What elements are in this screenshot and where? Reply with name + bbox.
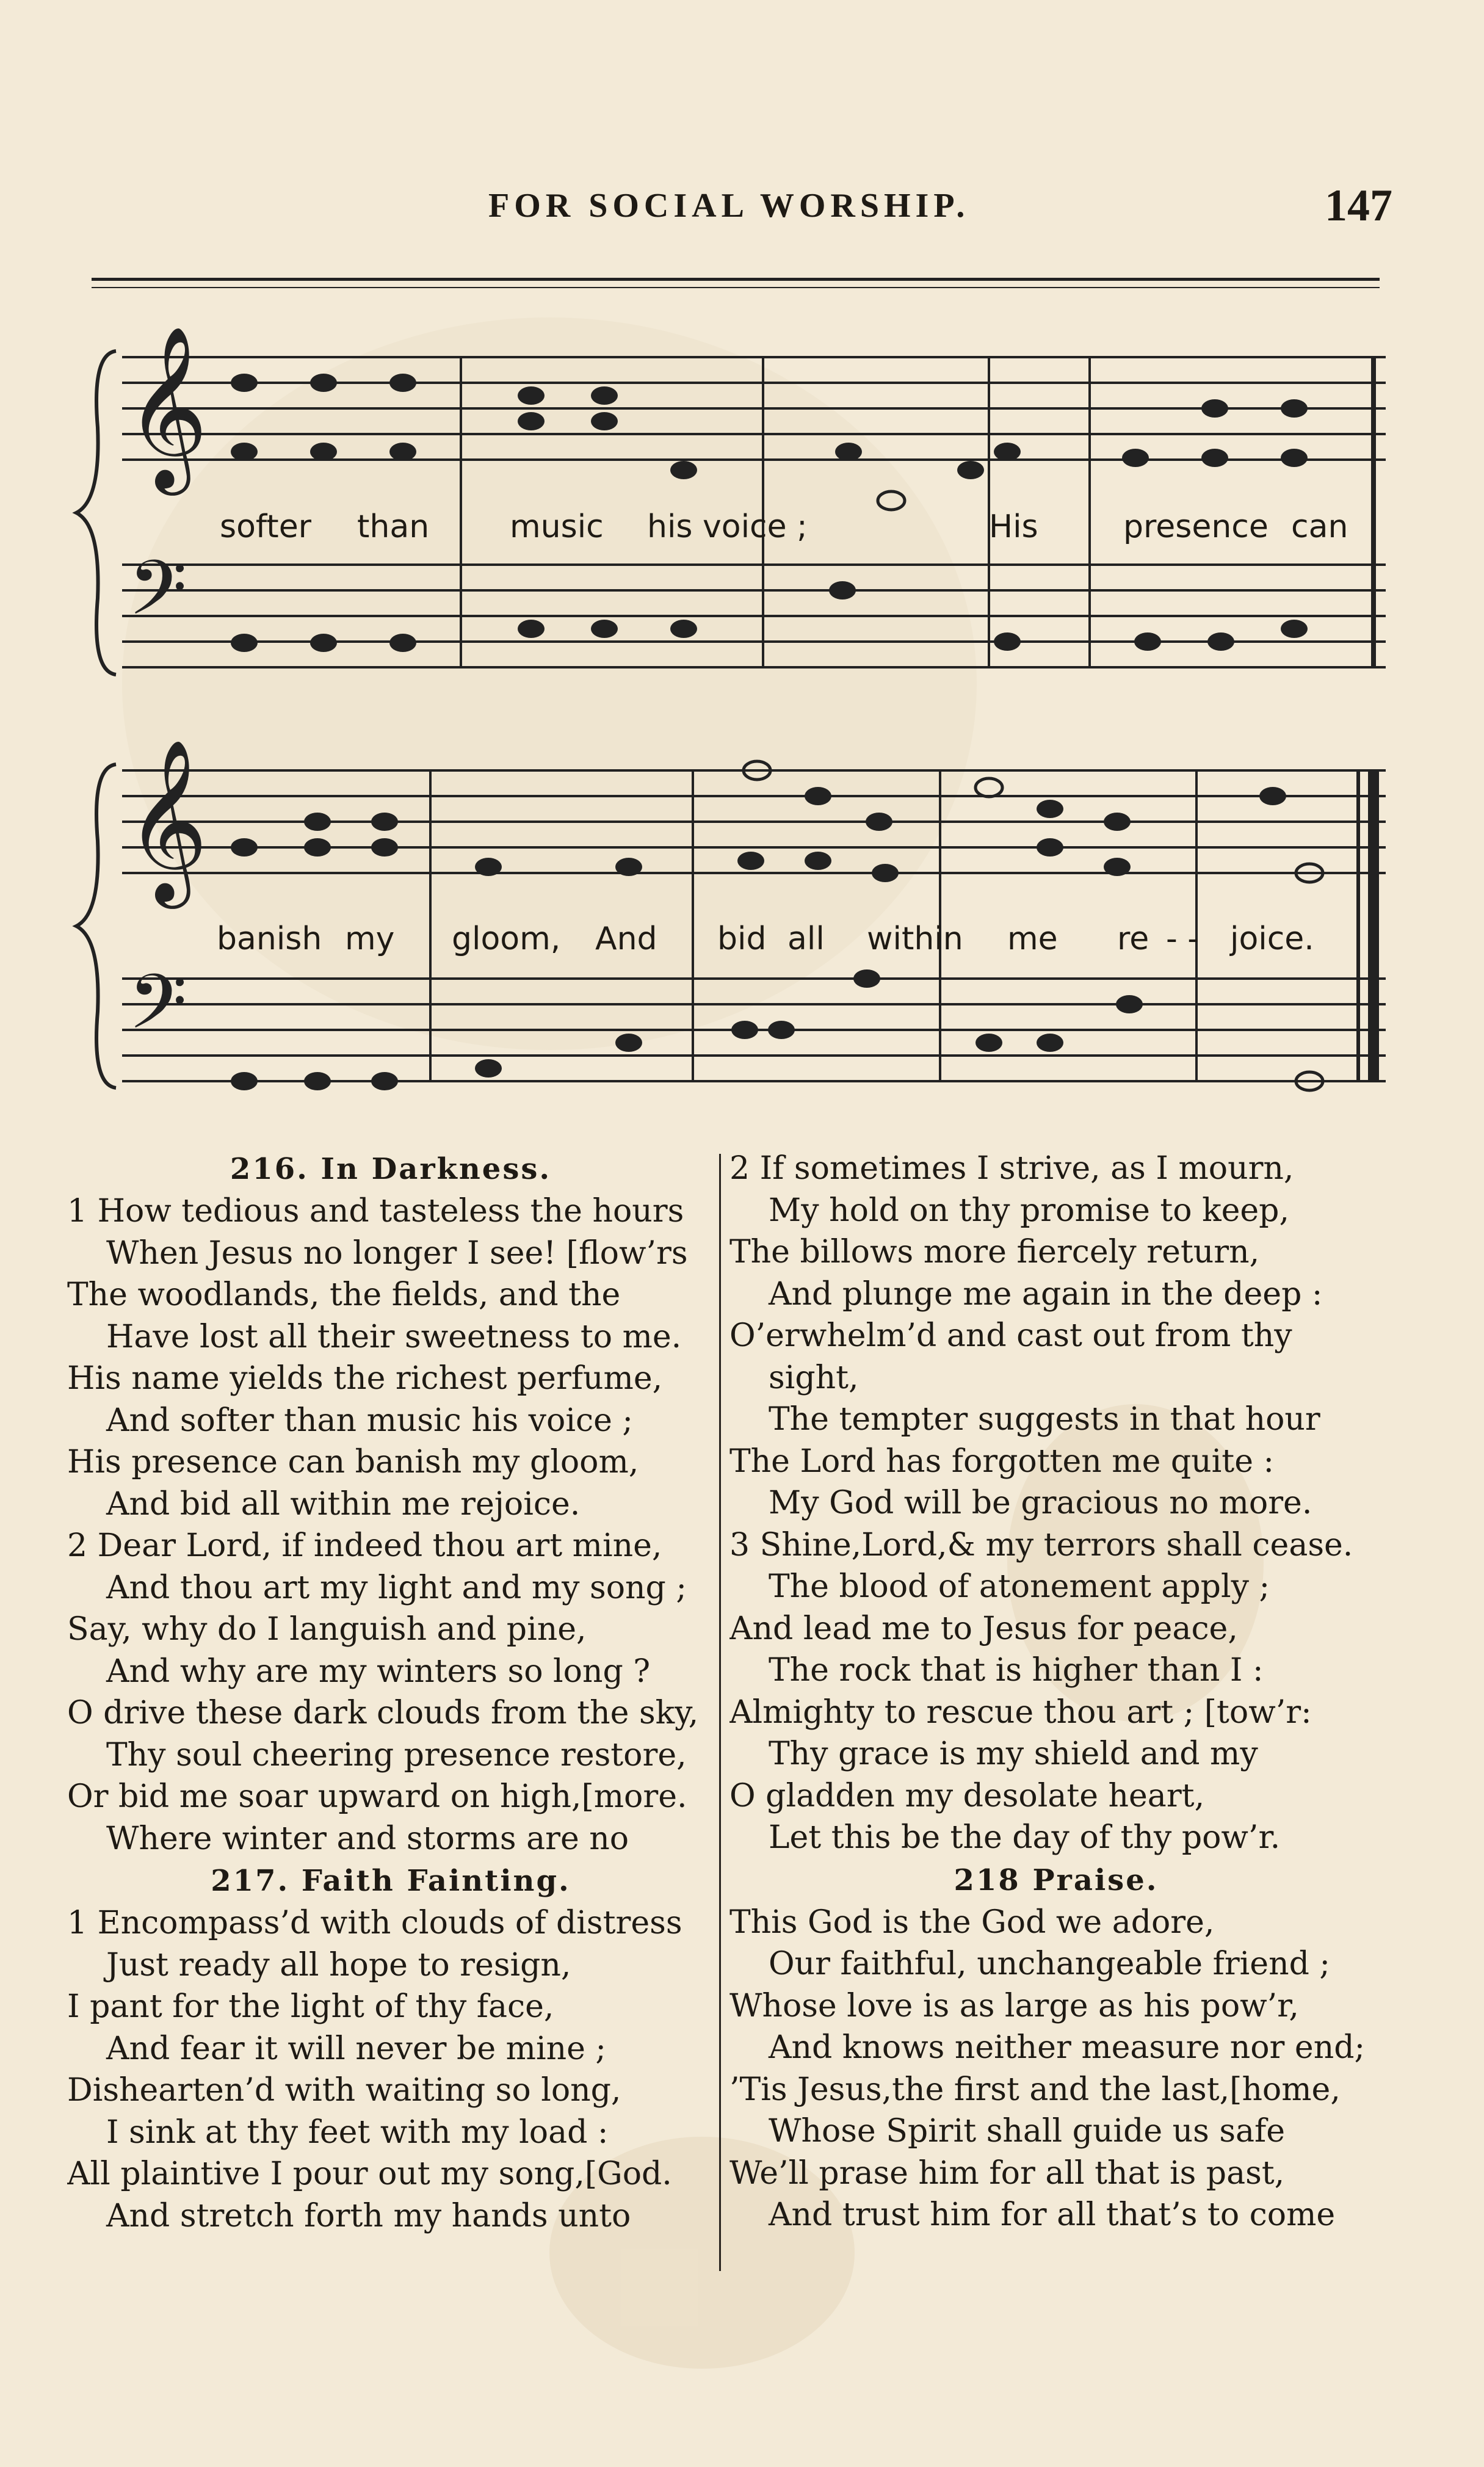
lyric: re (1117, 921, 1149, 957)
verse-line: I pant for the light of thy face, (67, 1988, 554, 2025)
hymn-title: 217. Faith Fainting. (211, 1864, 571, 1898)
lyric: His (989, 509, 1038, 545)
verse-line: The Lord has forgotten me quite : (729, 1443, 1275, 1480)
running-title: FOR SOCIAL WORSHIP. (488, 187, 970, 225)
svg-text:𝄞: 𝄞 (125, 325, 208, 488)
lyric: all (787, 921, 825, 957)
verse-line: And thou art my light and my song ; (106, 1569, 687, 1606)
verse-line: Let this be the day of thy pow’r. (769, 1819, 1281, 1856)
verse-line: The billows more fiercely return, (729, 1234, 1260, 1270)
lyric: - - (1166, 921, 1200, 957)
lyric: his voice ; (647, 509, 808, 545)
verse-line: All plaintive I pour out my song,[God. (67, 2156, 672, 2192)
page-number: 147 (1325, 181, 1392, 231)
lyric: than (357, 509, 430, 545)
verse-line: Almighty to rescue thou art ; [tow’r: (729, 1694, 1312, 1731)
verse-line: 2 If sometimes I strive, as I mourn, (729, 1150, 1294, 1187)
verse-line: The blood of atonement apply ; (769, 1568, 1270, 1605)
verse-line: We’ll prase him for all that is past, (729, 2154, 1285, 2192)
svg-text:𝄢: 𝄢 (128, 958, 187, 1065)
verse-line: When Jesus no longer I see! [flow’rs (106, 1234, 688, 1272)
verse-line: Thy grace is my shield and my (769, 1736, 1258, 1772)
verse-line: And softer than music his voice ; (106, 1402, 633, 1439)
verse-line: And why are my winters so long ? (106, 1653, 651, 1690)
verse-line: I sink at thy feet with my load : (106, 2114, 609, 2151)
verse-line: And bid all within me rejoice. (106, 1485, 581, 1523)
verse-line: O’erwhelm’d and cast out from thy (729, 1317, 1292, 1354)
lyric: me (1007, 921, 1058, 957)
lyric: presence (1123, 509, 1269, 545)
lyric: softer (220, 509, 312, 545)
verse-line: sight, (769, 1359, 859, 1396)
verse-line: O drive these dark clouds from the sky, (67, 1695, 699, 1731)
verse-line: And stretch forth my hands unto (106, 2197, 631, 2234)
lyric: And (595, 921, 657, 957)
verse-line: 3 Shine,Lord,& my terrors shall cease. (729, 1526, 1353, 1563)
verse-line: Whose love is as large as his pow’r, (729, 1987, 1299, 2024)
verse-line: The tempter suggests in that hour (769, 1401, 1320, 1438)
verse-line: O gladden my desolate heart, (729, 1777, 1205, 1814)
svg-text:𝄢: 𝄢 (128, 545, 187, 651)
lyric: bid (717, 921, 767, 957)
verse-line: His name yields the richest perfume, (67, 1360, 663, 1397)
verse-line: And fear it will never be mine ; (106, 2030, 606, 2067)
verse-line: Thy soul cheering presence restore, (106, 1736, 687, 1773)
verse-line: 1 Encompass’d with clouds of distress (67, 1905, 682, 1941)
verse-line: Where winter and storms are no (106, 1820, 629, 1857)
verse-line: 1 How tedious and tasteless the hours (67, 1193, 684, 1230)
hymn-title: 218 Praise. (954, 1863, 1159, 1897)
verse-line: 2 Dear Lord, if indeed thou art mine, (67, 1527, 662, 1564)
lyric: can (1291, 509, 1348, 545)
svg-text:𝄞: 𝄞 (125, 739, 208, 902)
lyric: joice. (1230, 921, 1314, 957)
lyric: banish (217, 921, 322, 957)
verse-line: Have lost all their sweetness to me. (106, 1318, 682, 1355)
verse-line: The woodlands, the fields, and the (67, 1277, 621, 1313)
verse-line: My God will be gracious no more. (769, 1485, 1312, 1521)
column-divider (719, 1154, 721, 2271)
verse-line: The rock that is higher than I : (769, 1652, 1264, 1689)
left-column (67, 1148, 714, 2237)
music-score (0, 0, 1484, 1111)
verse-line: Our faithful, unchangeable friend ; (769, 1946, 1330, 1982)
verse-line: Dishearten’d with waiting so long, (67, 2072, 621, 2109)
hymn-title: 216. In Darkness. (230, 1152, 552, 1186)
lyric: my (345, 921, 395, 957)
verse-line: My hold on thy promise to keep, (769, 1192, 1289, 1229)
verse-line: His presence can banish my gloom, (67, 1444, 639, 1480)
verse-line: And knows neither measure nor end; (769, 2029, 1366, 2066)
lyric: within (867, 921, 963, 957)
lyric: gloom, (452, 921, 561, 957)
verse-line: ’Tis Jesus,the first and the last,[home, (729, 2071, 1341, 2108)
verse-line: Or bid me soar upward on high,[more. (67, 1778, 687, 1815)
verse-line: Just ready all hope to resign, (106, 1946, 571, 1983)
verse-line: And trust him for all that’s to come (769, 2197, 1336, 2233)
right-column (729, 1148, 1383, 2236)
verse-line: And lead me to Jesus for peace, (729, 1610, 1238, 1647)
verse-line: And plunge me again in the deep : (769, 1275, 1323, 1313)
verse-line: This God is the God we adore, (729, 1904, 1215, 1941)
verse-line: Whose Spirit shall guide us safe (769, 2113, 1286, 2150)
verse-line: Say, why do I languish and pine, (67, 1611, 587, 1648)
lyric: music (510, 509, 604, 545)
